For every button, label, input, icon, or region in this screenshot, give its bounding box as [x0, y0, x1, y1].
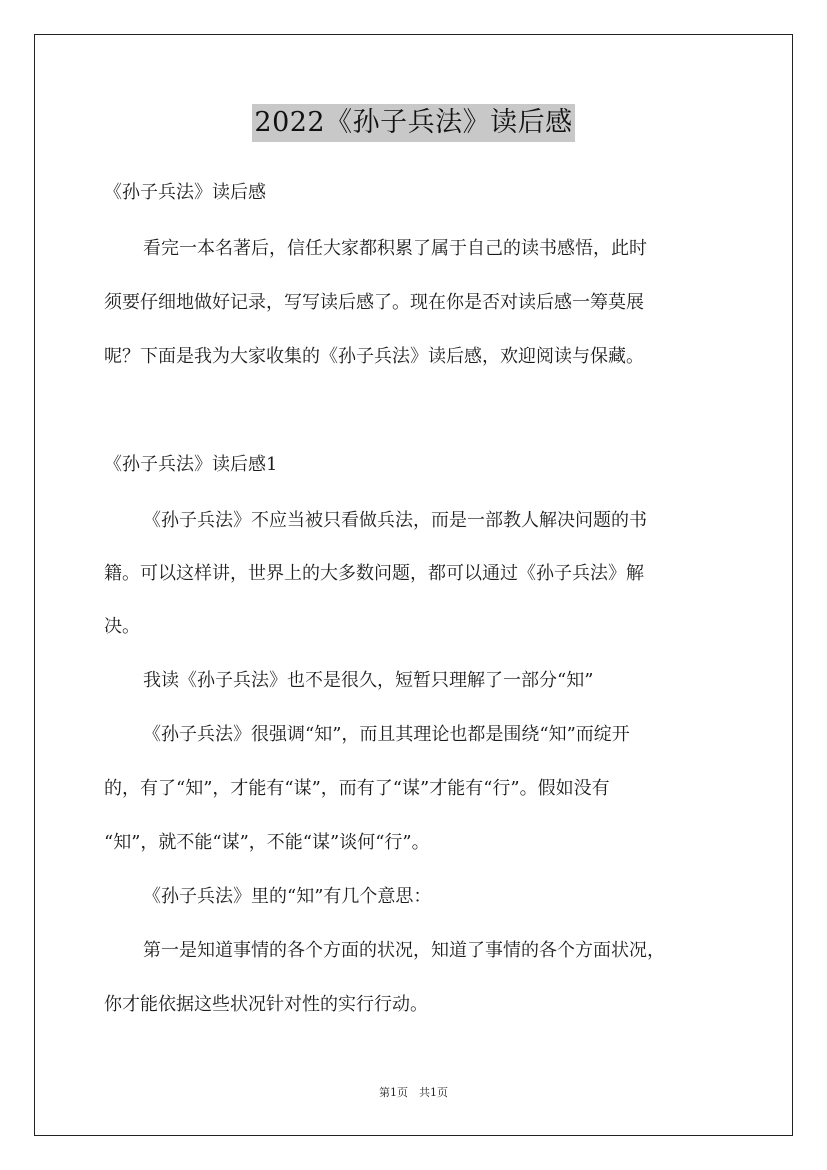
document-title: 2022《孙子兵法》读后感 [252, 104, 574, 142]
section-heading: 《孙子兵法》读后感1 [104, 454, 278, 475]
para1-line-3: 决。 [104, 616, 140, 637]
para2-line: 我读《孙子兵法》也不是很久，短暂只理解了一部分“知” [143, 670, 594, 691]
para3-line-2: 的，有了“知”，才能有“谋”，而有了“谋”才能有“行”。假如没有 [104, 778, 610, 799]
intro-line-2: 须要仔细地做好记录，写写读后感了。现在你是否对读后感一筹莫展 [104, 292, 644, 313]
intro-line-3: 呢？下面是我为大家收集的《孙子兵法》读后感，欢迎阅读与保藏。 [104, 346, 644, 367]
para1-line-2: 籍。可以这样讲，世界上的大多数问题，都可以通过《孙子兵法》解 [104, 563, 644, 584]
title-container [0, 104, 827, 142]
subtitle: 《孙子兵法》读后感 [104, 182, 266, 203]
para3-line-3: “知”，就不能“谋”，不能“谋”谈何“行”。 [104, 832, 430, 853]
para5-line-1: 第一是知道事情的各个方面的状况，知道了事情的各个方面状况， [143, 940, 665, 961]
para3-line-1: 《孙子兵法》很强调“知”，而且其理论也都是围绕“知”而绽开 [143, 724, 630, 745]
page-footer: 第1页 共1页 [379, 1086, 448, 1099]
para5-line-2: 你才能依据这些状况针对性的实行行动。 [104, 994, 428, 1015]
para4-line: 《孙子兵法》里的“知”有几个意思： [143, 886, 432, 907]
para1-line-1: 《孙子兵法》不应当被只看做兵法，而是一部教人解决问题的书 [143, 510, 647, 531]
intro-line-1: 看完一本名著后，信任大家都积累了属于自己的读书感悟，此时 [143, 238, 647, 259]
